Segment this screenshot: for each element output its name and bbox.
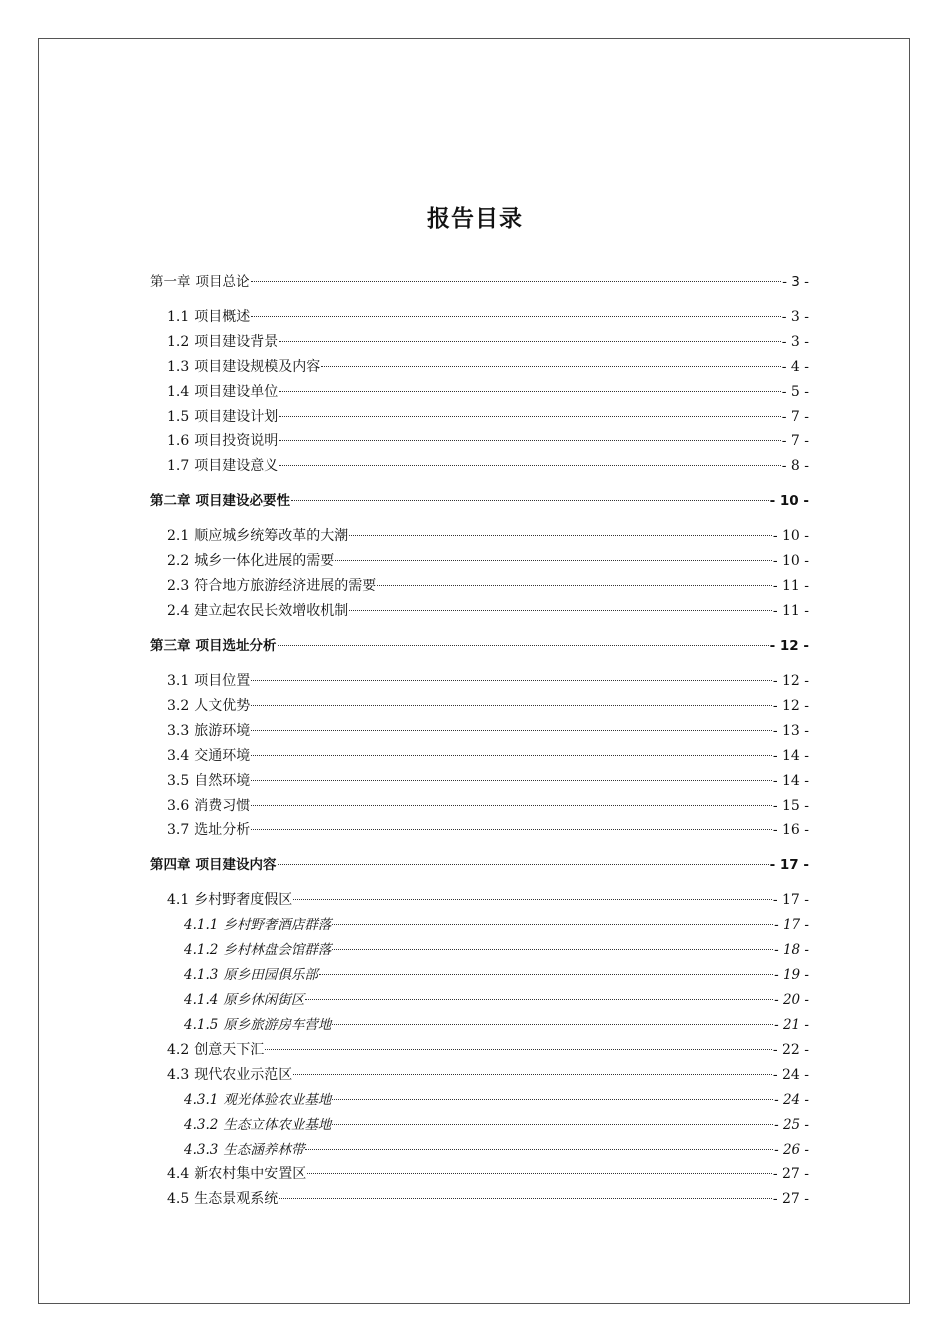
toc-entry-number: 4.1.3 [184,967,219,983]
toc-entry[interactable] [184,990,809,1010]
toc-entry-text: 乡村林盘会馆群落 [223,942,332,958]
toc-entry-number: 1.1 [167,309,190,325]
toc-entry-label [167,890,292,910]
toc-entry[interactable] [167,456,809,476]
toc-entry-label [167,576,376,596]
toc-entry-number: 3.7 [167,822,190,838]
toc-dot-leader [251,755,772,756]
toc-dot-leader [278,645,769,646]
toc-entry-number: 2.1 [167,528,190,544]
toc-page-number: - 5 - [781,384,809,400]
toc-entry-label [167,721,250,741]
toc-entry-text: 交通环境 [194,748,251,764]
toc-page-number: - 17 - [769,857,809,873]
toc-page-number: - 7 - [781,433,809,449]
toc-entry-label [184,1015,331,1035]
toc-entry[interactable] [150,855,809,875]
toc-entry-text: 项目投资说明 [194,433,279,449]
toc-page-number: - 24 - [772,1067,809,1083]
toc-entry-text: 新农村集中安置区 [194,1166,307,1182]
toc-entry-label [184,965,318,985]
toc-entry-label [167,820,250,840]
toc-page-number: - 3 - [781,309,809,325]
toc-dot-leader [251,780,772,781]
toc-dot-leader [349,535,772,536]
toc-dot-leader [291,500,769,501]
toc-entry[interactable] [167,332,809,352]
toc-entry-label [184,990,304,1010]
toc-entry[interactable] [167,431,809,451]
toc-entry[interactable] [184,1090,809,1110]
toc-entry-number: 1.7 [167,458,190,474]
toc-entry-text: 项目选址分析 [195,638,277,654]
toc-entry-text: 乡村野奢酒店群落 [223,917,332,933]
toc-entry-text: 选址分析 [194,822,251,838]
toc-entry-text: 乡村野奢度假区 [194,892,293,908]
toc-entry-number: 3.2 [167,698,190,714]
toc-dot-leader [332,1124,773,1125]
toc-entry[interactable] [167,357,809,377]
toc-entry-number: 1.4 [167,384,190,400]
toc-page-number: - 15 - [772,798,809,814]
toc-entry-number: 3.1 [167,673,190,689]
toc-entry-label [167,671,250,691]
toc-page-number: - 20 - [774,992,809,1008]
toc-dot-leader [251,805,772,806]
toc-dot-leader [251,281,782,282]
toc-entry-number: 4.5 [167,1191,190,1207]
toc-page-number: - 12 - [772,673,809,689]
toc-entry-label [167,1040,264,1060]
toc-entry-label [167,551,334,571]
toc-page-number: - 22 - [772,1042,809,1058]
toc-page-number: - 12 - [772,698,809,714]
toc-entry-text: 顺应城乡统筹改革的大潮 [194,528,349,544]
toc-page-number: - 7 - [781,409,809,425]
toc-entry-label [150,636,277,656]
toc-entry-number: 第一章 [150,274,191,290]
toc-entry-label [167,771,250,791]
toc-entry-label [167,332,278,352]
toc-dot-leader [307,1173,772,1174]
toc-dot-leader [305,999,773,1000]
toc-dot-leader [321,366,780,367]
toc-entry-label [184,915,331,935]
toc-dot-leader [265,1049,772,1050]
toc-entry-text: 城乡一体化进展的需要 [194,553,335,569]
toc-entry-text: 项目建设意义 [194,458,279,474]
toc-entry-number: 4.3.2 [184,1117,219,1133]
toc-dot-leader [293,1074,772,1075]
toc-entry-text: 创意天下汇 [194,1042,265,1058]
toc-page-number: - 3 - [782,274,809,290]
toc-entry-text: 消费习惯 [194,798,251,814]
toc-page-number: - 10 - [772,528,809,544]
toc-dot-leader [251,680,772,681]
toc-entry-text: 建立起农民长效增收机制 [194,603,349,619]
toc-entry[interactable] [167,696,809,716]
toc-entry[interactable] [150,491,809,511]
toc-entry-label [150,491,290,511]
toc-entry[interactable] [167,1189,809,1209]
toc-dot-leader [332,1024,773,1025]
toc-page-number: - 26 - [774,1142,809,1158]
toc-entry-label [167,601,348,621]
toc-entry-text: 自然环境 [194,773,251,789]
toc-entry-label [167,382,278,402]
toc-entry[interactable] [150,272,809,292]
toc-entry-text: 生态立体农业基地 [223,1117,332,1133]
toc-entry-label [150,272,250,292]
toc-entry-number: 4.1 [167,892,190,908]
toc-dot-leader [319,974,773,975]
document-title: 报告目录 [427,206,523,232]
toc-entry-text: 生态涵养林带 [223,1142,305,1158]
toc-entry-number: 3.6 [167,798,190,814]
toc-dot-leader [251,705,772,706]
toc-dot-leader [251,316,780,317]
toc-entry-text: 观光体验农业基地 [223,1092,332,1108]
toc-entry[interactable] [167,407,809,427]
toc-page-number: - 27 - [772,1166,809,1182]
toc-entry[interactable] [167,890,809,910]
toc-page-number: - 11 - [772,603,809,619]
toc-entry[interactable] [167,576,809,596]
toc-entry-text: 项目建设规模及内容 [194,359,321,375]
toc-page-number: - 17 - [774,917,809,933]
toc-page-number: - 10 - [769,493,809,509]
toc-entry[interactable] [184,1015,809,1035]
toc-entry-label [184,1115,331,1135]
toc-page-number: - 25 - [774,1117,809,1133]
toc-dot-leader [251,829,772,830]
toc-page-number: - 10 - [772,553,809,569]
toc-entry[interactable] [167,601,809,621]
toc-entry[interactable] [184,1140,809,1160]
toc-entry[interactable] [167,1164,809,1184]
toc-entry[interactable] [167,746,809,766]
toc-entry[interactable] [150,636,809,656]
toc-page-number: - 27 - [772,1191,809,1207]
toc-entry-text: 符合地方旅游经济进展的需要 [194,578,377,594]
toc-page-number: - 17 - [772,892,809,908]
toc-dot-leader [349,610,772,611]
toc-page-number: - 24 - [774,1092,809,1108]
toc-entry[interactable] [167,796,809,816]
toc-page-number: - 21 - [774,1017,809,1033]
toc-entry-label [167,526,348,546]
toc-entry-text: 项目位置 [194,673,251,689]
toc-entry-text: 项目建设背景 [194,334,279,350]
toc-entry-number: 3.3 [167,723,190,739]
toc-entry-label [184,940,331,960]
toc-page-number: - 14 - [772,773,809,789]
toc-entry-number: 2.4 [167,603,190,619]
toc-page-number: - 3 - [781,334,809,350]
toc-entry-number: 4.4 [167,1166,190,1182]
toc-page-number: - 16 - [772,822,809,838]
toc-entry-number: 4.3.3 [184,1142,219,1158]
toc-entry-number: 第四章 [150,857,191,873]
toc-entry[interactable] [167,721,809,741]
toc-dot-leader [279,1198,772,1199]
toc-page-number: - 4 - [781,359,809,375]
toc-dot-leader [279,440,780,441]
toc-entry-number: 4.1.4 [184,992,219,1008]
toc-entry-label [167,407,278,427]
toc-entry[interactable] [167,382,809,402]
toc-entry[interactable] [184,915,809,935]
toc-entry-text: 现代农业示范区 [194,1067,293,1083]
toc-entry[interactable] [184,965,809,985]
toc-page-number: - 11 - [772,578,809,594]
toc-entry-label [167,307,250,327]
toc-dot-leader [293,899,772,900]
toc-dot-leader [305,1149,773,1150]
toc-dot-leader [332,924,773,925]
toc-entry-number: 4.1.5 [184,1017,219,1033]
toc-page-number: - 19 - [774,967,809,983]
toc-entry-number: 2.2 [167,553,190,569]
toc-page-number: - 18 - [774,942,809,958]
toc-entry[interactable] [184,940,809,960]
toc-entry-number: 1.3 [167,359,190,375]
toc-entry-number: 第三章 [150,638,191,654]
toc-entry-label [184,1140,304,1160]
toc-entry-text: 生态景观系统 [194,1191,279,1207]
toc-entry[interactable] [184,1115,809,1135]
toc-entry[interactable] [167,1065,809,1085]
toc-dot-leader [279,465,780,466]
toc-entry-text: 项目建设内容 [195,857,277,873]
toc-entry-number: 2.3 [167,578,190,594]
toc-entry-text: 人文优势 [194,698,251,714]
toc-entry-label [184,1090,331,1110]
toc-entry-label [167,431,278,451]
toc-entry-label [150,855,277,875]
toc-page-number: - 12 - [769,638,809,654]
toc-entry-text: 原乡休闲街区 [223,992,305,1008]
toc-entry[interactable] [167,771,809,791]
toc-entry-number: 3.5 [167,773,190,789]
toc-entry-label [167,1065,292,1085]
toc-entry-number: 1.6 [167,433,190,449]
toc-entry-text: 项目建设计划 [194,409,279,425]
toc-entry-number: 3.4 [167,748,190,764]
toc-dot-leader [251,730,772,731]
toc-page-number: - 14 - [772,748,809,764]
toc-dot-leader [278,864,769,865]
toc-dot-leader [335,560,772,561]
toc-dot-leader [279,341,780,342]
toc-entry[interactable] [167,671,809,691]
toc-entry-label [167,746,250,766]
toc-entry-number: 第二章 [150,493,191,509]
toc-page-number: - 8 - [781,458,809,474]
toc-dot-leader [332,949,773,950]
toc-entry-label [167,456,278,476]
toc-entry-number: 4.2 [167,1042,190,1058]
toc-entry-text: 项目建设必要性 [195,493,290,509]
toc-entry-number: 1.2 [167,334,190,350]
toc-entry-number: 4.3.1 [184,1092,219,1108]
toc-entry-number: 4.1.1 [184,917,219,933]
toc-entry[interactable] [167,551,809,571]
toc-entry-label [167,696,250,716]
toc-dot-leader [279,391,780,392]
toc-entry[interactable] [167,307,809,327]
toc-entry-number: 4.3 [167,1067,190,1083]
toc-entry-number: 4.1.2 [184,942,219,958]
toc-entry[interactable] [167,1040,809,1060]
toc-entry-text: 原乡旅游房车营地 [223,1017,332,1033]
toc-entry-text: 旅游环境 [194,723,251,739]
toc-entry-label [167,1189,278,1209]
toc-dot-leader [377,585,772,586]
toc-entry-text: 项目概述 [194,309,251,325]
toc-dot-leader [332,1099,773,1100]
toc-dot-leader [279,416,780,417]
toc-entry-text: 原乡田园俱乐部 [223,967,318,983]
toc-entry[interactable] [167,820,809,840]
toc-entry-text: 项目总论 [195,274,250,290]
toc-entry[interactable] [167,526,809,546]
toc-entry-label [167,796,250,816]
toc-entry-number: 1.5 [167,409,190,425]
toc-entry-text: 项目建设单位 [194,384,279,400]
toc-entry-label [167,1164,306,1184]
toc-page-number: - 13 - [772,723,809,739]
toc-entry-label [167,357,320,377]
